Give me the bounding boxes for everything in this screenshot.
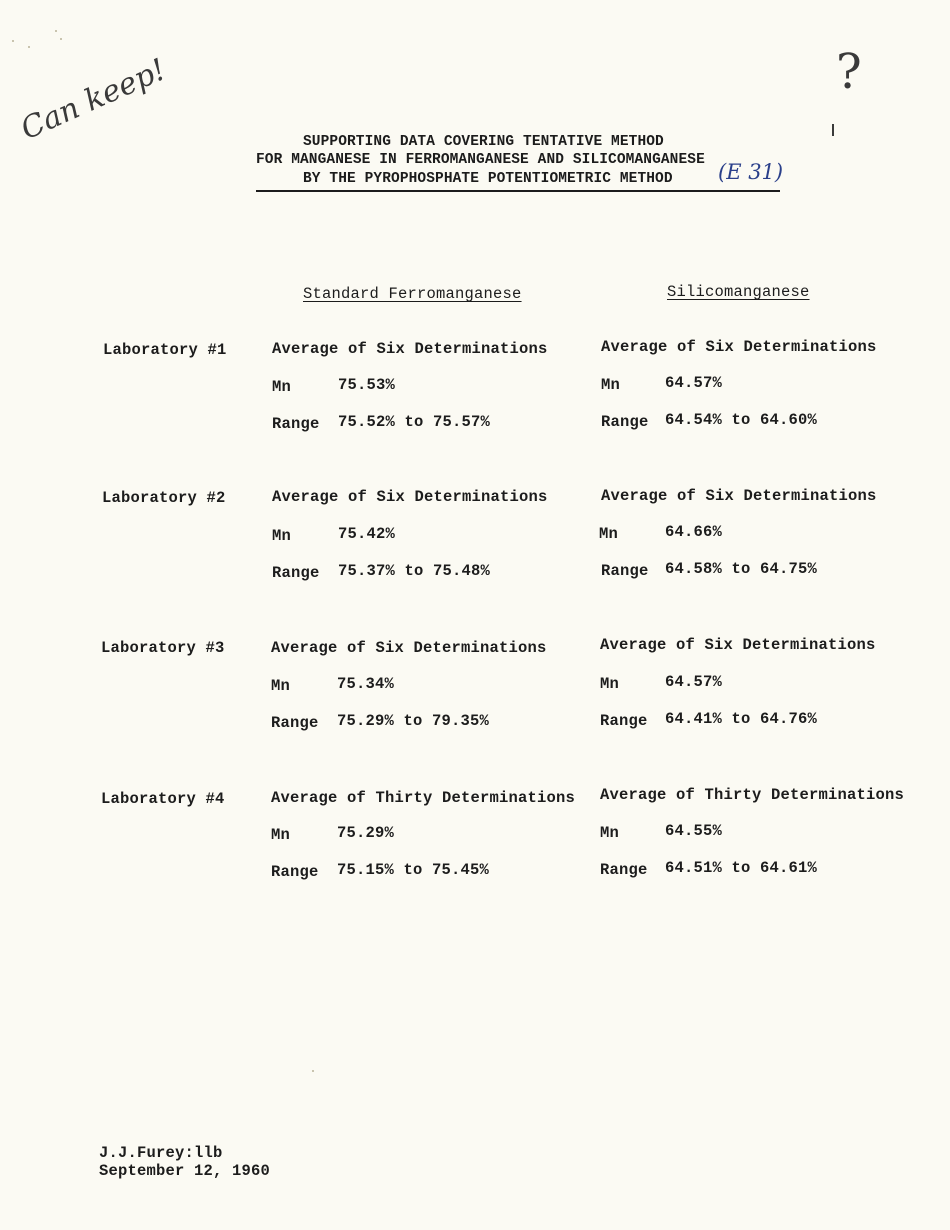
lab-name: Laboratory #4 (101, 790, 225, 808)
silico-range-label: Range (601, 562, 649, 580)
silico-range-label: Range (600, 712, 648, 730)
silico-mn-value: 64.57% (665, 374, 723, 392)
ferro-average-label: Average of Six Determinations (271, 639, 547, 657)
ferro-mn-label: Mn (271, 677, 291, 695)
title-underline (256, 190, 780, 192)
ferro-mn-value: 75.53% (338, 376, 396, 394)
handwritten-question-mark: ? (836, 44, 862, 100)
ferro-range-label: Range (272, 415, 320, 433)
ferro-range-label: Range (271, 714, 319, 732)
ferro-mn-value: 75.29% (337, 824, 395, 842)
title-line-1: SUPPORTING DATA COVERING TENTATIVE METHOD (303, 134, 664, 150)
ferro-mn-label: Mn (272, 527, 292, 545)
silico-range-value: 64.41% to 64.76% (665, 710, 818, 728)
column-header-silicomanganese: Silicomanganese (667, 283, 810, 301)
silico-average-label: Average of Six Determinations (600, 636, 876, 654)
silico-mn-label: Mn (600, 675, 620, 693)
silico-mn-label: Mn (601, 376, 621, 394)
lab-name: Laboratory #3 (101, 639, 225, 657)
ferro-average-label: Average of Six Determinations (272, 340, 548, 358)
silico-mn-value: 64.55% (665, 822, 723, 840)
ferro-range-label: Range (271, 863, 319, 881)
silico-mn-value: 64.57% (665, 673, 723, 691)
silico-range-label: Range (600, 861, 648, 879)
silico-mn-label: Mn (599, 525, 619, 543)
ferro-range-value: 75.52% to 75.57% (338, 413, 491, 431)
silico-mn-label: Mn (600, 824, 620, 842)
ferro-range-value: 75.37% to 75.48% (338, 562, 491, 580)
ferro-range-value: 75.15% to 75.45% (337, 861, 490, 879)
silico-average-label: Average of Thirty Determinations (600, 786, 905, 804)
silico-average-label: Average of Six Determinations (601, 338, 877, 356)
silico-range-value: 64.51% to 64.61% (665, 859, 818, 877)
ferro-mn-label: Mn (271, 826, 291, 844)
column-header-ferromanganese: Standard Ferromanganese (303, 285, 522, 303)
silico-range-value: 64.58% to 64.75% (665, 560, 818, 578)
title-line-3: BY THE PYROPHOSPHATE POTENTIOMETRIC METHOD (303, 171, 673, 187)
ferro-average-label: Average of Six Determinations (272, 488, 548, 506)
pencil-tick (832, 124, 834, 136)
ferro-mn-value: 75.34% (337, 675, 395, 693)
ferro-mn-value: 75.42% (338, 525, 396, 543)
lab-name: Laboratory #2 (102, 489, 226, 507)
handwritten-note: Can keep! (15, 52, 172, 147)
silico-average-label: Average of Six Determinations (601, 487, 877, 505)
document-date: September 12, 1960 (99, 1162, 271, 1180)
ferro-range-label: Range (272, 564, 320, 582)
ferro-mn-label: Mn (272, 378, 292, 396)
title-line-2: FOR MANGANESE IN FERROMANGANESE AND SILICOMANGANESE (256, 152, 705, 168)
author-initials: J.J.Furey:llb (99, 1144, 223, 1162)
ferro-average-label: Average of Thirty Determinations (271, 789, 576, 807)
silico-mn-value: 64.66% (665, 523, 723, 541)
silico-range-label: Range (601, 413, 649, 431)
lab-name: Laboratory #1 (103, 341, 227, 359)
ferro-range-value: 75.29% to 79.35% (337, 712, 490, 730)
silico-range-value: 64.54% to 64.60% (665, 411, 818, 429)
method-number-annotation: (E 31) (718, 160, 784, 184)
